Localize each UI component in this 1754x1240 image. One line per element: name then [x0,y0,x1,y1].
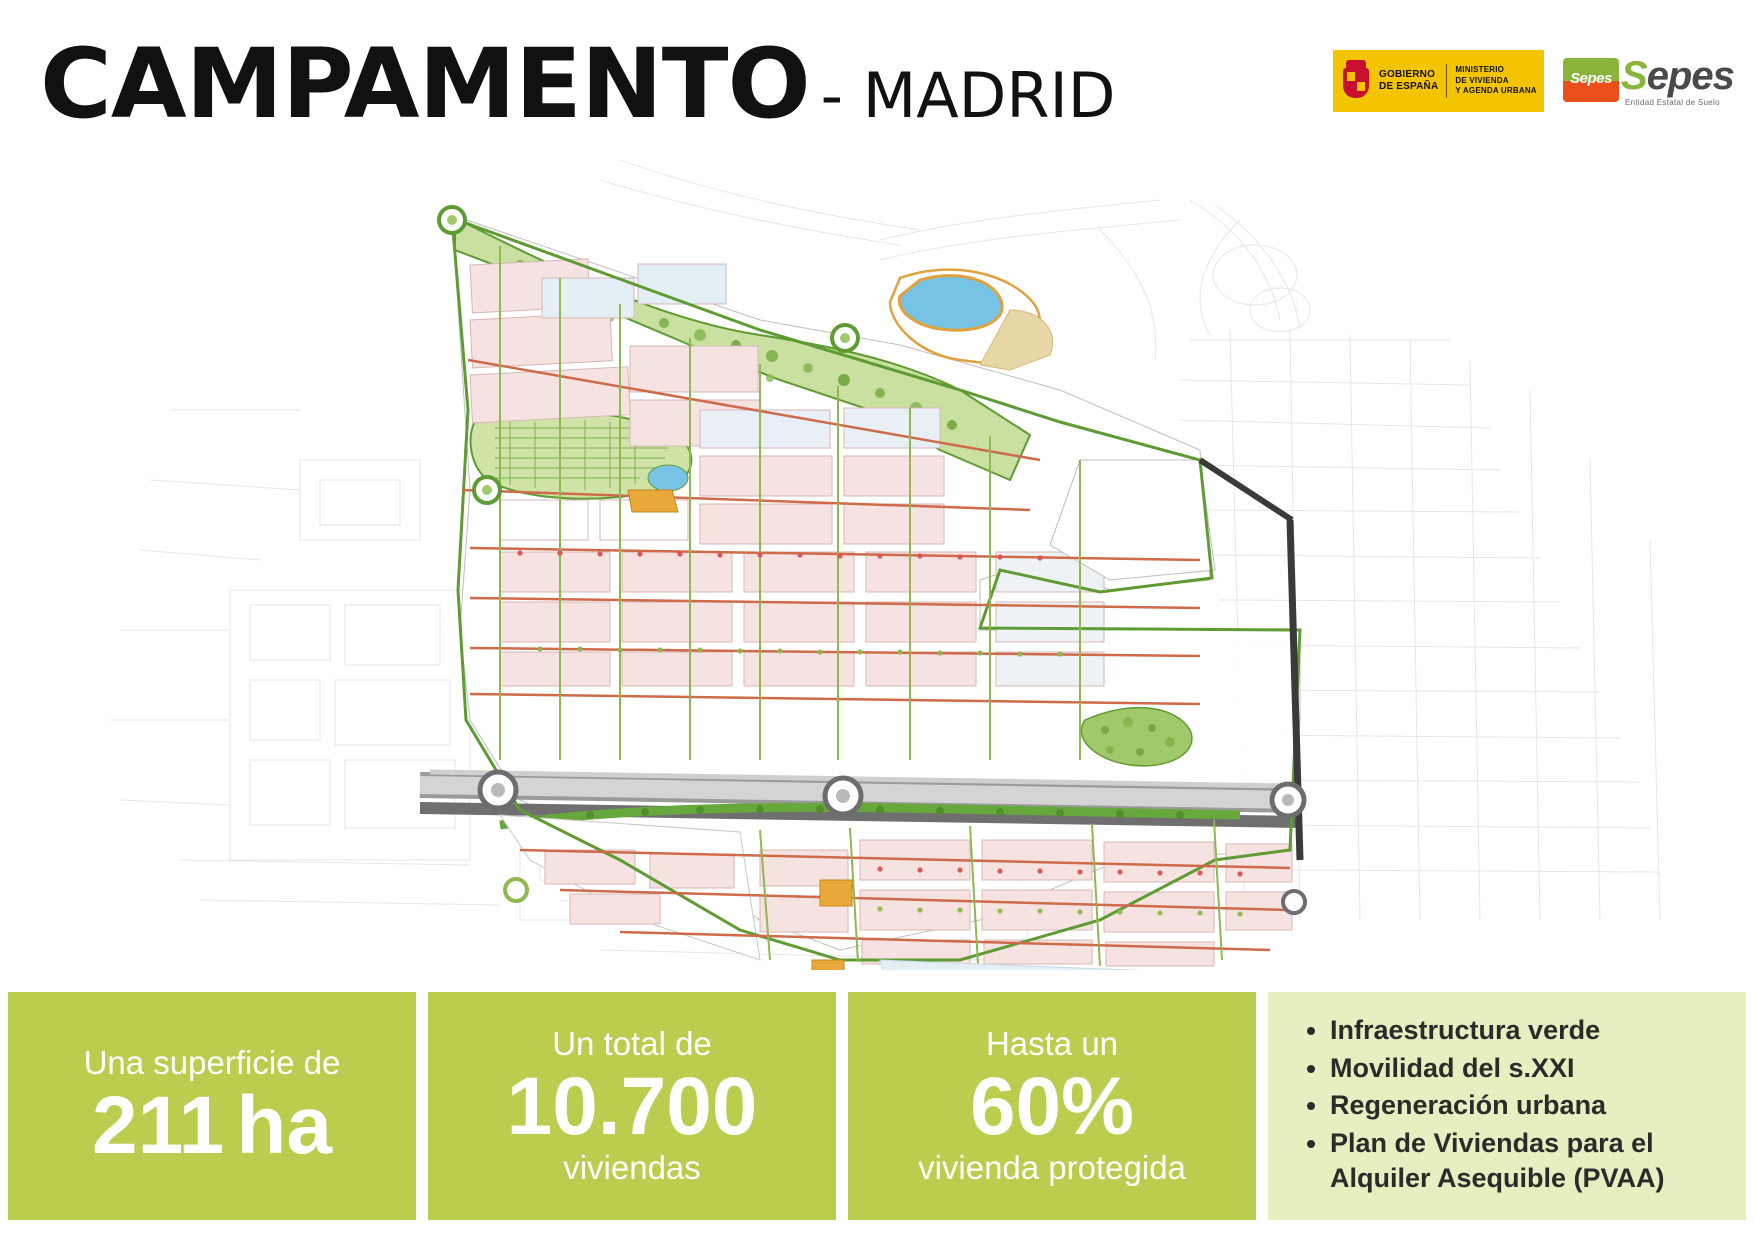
ministerio-line-2: DE VIVIENDA [1455,75,1509,85]
sepes-mark-icon [1563,58,1619,102]
stat-dwellings [428,992,836,1220]
title-subtitle: - MADRID [820,59,1116,132]
stat-surface [8,992,416,1220]
stat-protected-unit: vivienda protegida [918,1149,1186,1186]
lake [899,276,1002,330]
ministerio-line-1: MINISTERIO [1455,65,1505,75]
ministerio-line-3: Y AGENDA URBANA [1455,86,1537,96]
key-features-list [1268,992,1746,1220]
gobierno-logo-text [1379,64,1537,98]
sepes-mark-text: Sepes [1570,70,1612,87]
masterplan-area [420,207,1305,970]
gobierno-line-2: DE ESPAÑA [1379,81,1439,92]
stat-surface-unit: ha [236,1080,332,1172]
stat-protected [848,992,1256,1220]
list-item: • Infraestructura verde [1330,1013,1716,1049]
stat-protected-value: 60% [969,1061,1135,1152]
header [0,0,1754,175]
title-main: CAMPAMENTO [40,28,810,140]
campamento-masterplan-map[interactable] [0,160,1754,970]
stat-dwellings-value: 10.700 [506,1061,758,1152]
spain-coat-of-arms-icon [1339,59,1373,103]
list-item: • Movilidad del s.XXI [1330,1051,1716,1087]
stat-protected-label: Hasta un [985,1024,1119,1062]
stat-surface-value: 211 [92,1080,225,1172]
stats-bar [0,992,1754,1220]
stat-dwellings-unit: viviendas [563,1149,701,1186]
logo-divider [1446,64,1447,98]
gobierno-de-espana-logo [1333,50,1544,112]
sepes-tagline: Entidad Estatal de Suelo [1625,98,1720,107]
stat-dwellings-label: Un total de [552,1024,712,1062]
sepes-wordmark: Sepes [1621,54,1734,98]
sepes-logo [1563,48,1734,114]
map-container[interactable] [0,160,1754,970]
list-item: • Regeneración urbana [1330,1088,1716,1124]
gobierno-line-1: GOBIERNO [1379,68,1436,80]
page-title [40,28,1116,140]
blocks-north-central [700,408,944,544]
stat-surface-label: Una superficie de [83,1043,341,1081]
list-item: • Plan de Viviendas para el Alquiler Asequible (PVAA) [1330,1126,1716,1197]
